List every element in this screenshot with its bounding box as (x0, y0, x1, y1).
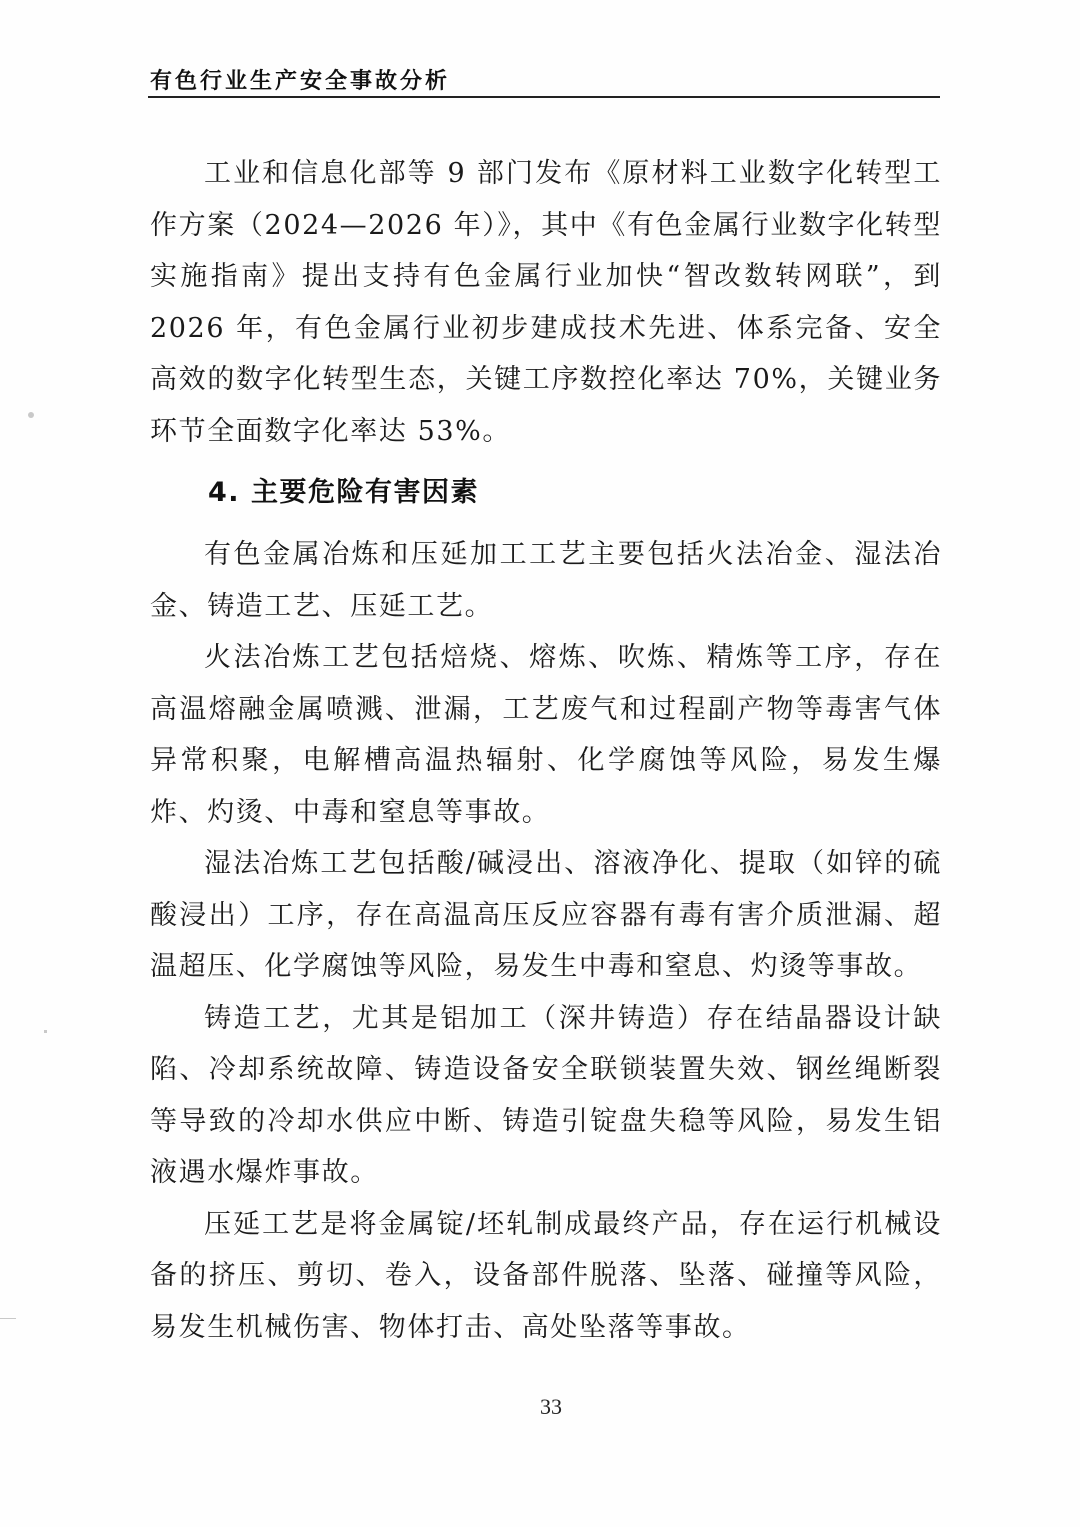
scan-artifact (28, 412, 34, 418)
scan-artifact (0, 1318, 16, 1319)
paragraph-hydrometallurgy: 湿法冶炼工艺包括酸/碱浸出、溶液净化、提取（如锌的硫酸浸出）工序，存在高温高压反应容器有毒有害介质泄漏、超温超压、化学腐蚀等风险，易发生中毒和窒息、灼烫等事故。 (150, 848, 942, 982)
paragraph-processes-overview: 有色金属冶炼和压延加工工艺主要包括火法冶金、湿法冶金、铸造工艺、压延工艺。 (150, 539, 942, 622)
header-rule (148, 96, 940, 98)
page-number: 33 (540, 1394, 562, 1419)
scan-artifact (44, 1030, 47, 1033)
document-body (150, 148, 942, 1353)
running-header: 有色行业生产安全事故分析 (150, 69, 451, 94)
section-heading: 4. 主要危险有害因素 (208, 477, 479, 508)
paragraph-casting: 铸造工艺，尤其是铝加工（深井铸造）存在结晶器设计缺陷、冷却系统故障、铸造设备安全联锁装置失效、钢丝绳断裂等导致的冷却水供应中断、铸造引锭盘失稳等风险，易发生铝液遇水爆炸事故。 (150, 1002, 942, 1188)
paragraph-rolling: 压延工艺是将金属锭/坯轧制成最终产品，存在运行机械设备的挤压、剪切、卷入，设备部件脱落、坠落、碰撞等风险，易发生机械伤害、物体打击、高处坠落等事故。 (150, 1208, 942, 1343)
paragraph-digital-transformation: 工业和信息化部等 9 部门发布《原材料工业数字化转型工作方案（2024—2026 年）》，其中《有色金属行业数字化转型实施指南》提出支持有色金属行业加快“智改数转网联”，到 2026 年，有色金属行业初步建成技术先进、体系完备、安全高效的数字化转型生态，关键工序数控化率达 70%，关键业务环节全面数字化率达 53%。 (150, 158, 942, 447)
paragraph-pyrometallurgy: 火法冶炼工艺包括焙烧、熔炼、吹炼、精炼等工序，存在高温熔融金属喷溅、泄漏，工艺废气和过程副产物等毒害气体异常积聚，电解槽高温热辐射、化学腐蚀等风险，易发生爆炸、灼烫、中毒和窒息等事故。 (150, 642, 942, 828)
